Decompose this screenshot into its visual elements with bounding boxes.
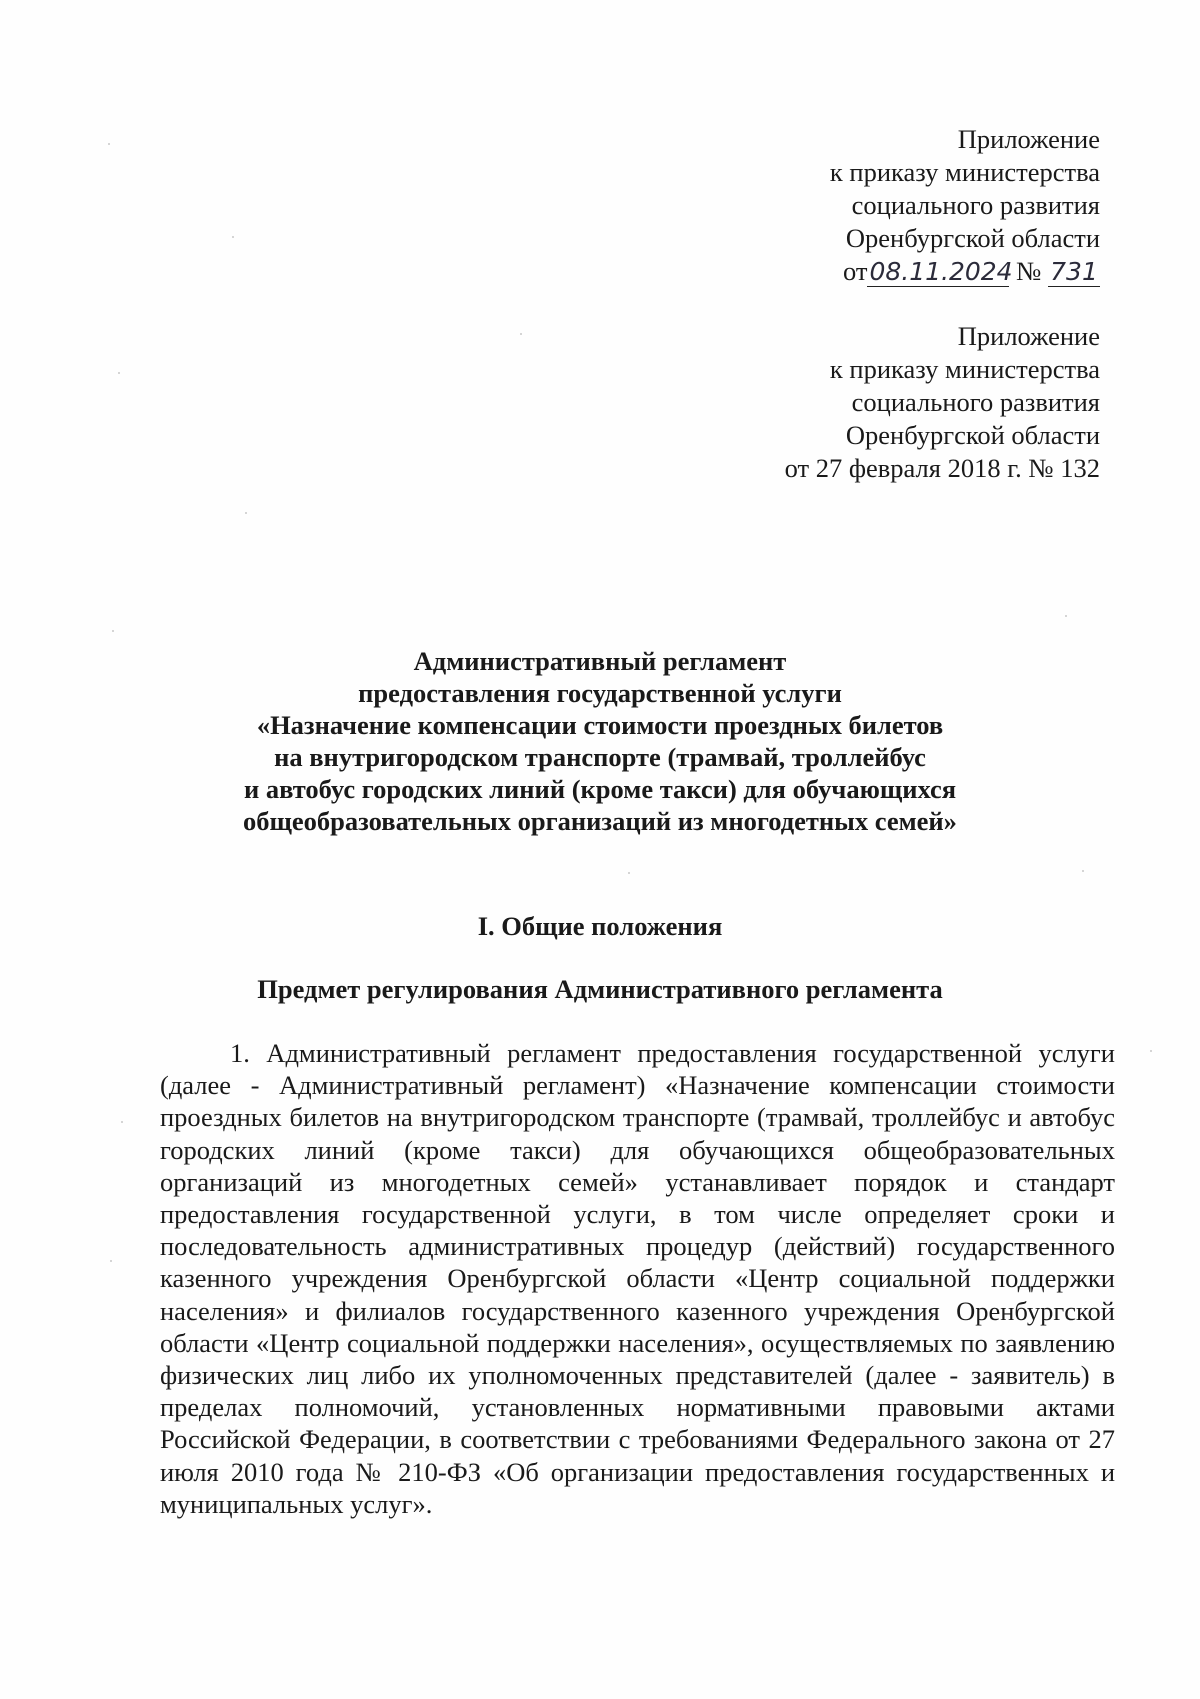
paragraph-1: 1. Административный регламент предоставления государственной услуги (далее - Административный регламент) «Назначение компенсации стоимости проездных билетов на внутригородском транспорте (трамвай, троллейбус и автобус городских линий (кроме такси) для обучающихся общеобразовательных организаций из многодетных семей» устанавливает порядок и стандарт предоставления государственной услуги, в том числе определяет сроки и последовательность административных процедур (действий) государственного казенного учреждения Оренбургской области «Центр социальной поддержки населения» и филиалов государственного казенного учреждения Оренбургской области «Центр социальной поддержки населения», осуществляемых по заявлению физических лиц либо их уполномоченных представителей (далее - заявитель) в пределах полномочий, установленных нормативными правовыми актами Российской Федерации, в соответствии с требованиями Федерального закона от 27 июля 2010 года № 210-ФЗ «Об организации предоставления государственных и муниципальных услуг». (160, 1038, 1115, 1519)
handwritten-number: 731 (1048, 258, 1100, 287)
section-heading: I. Общие положения (477, 911, 723, 941)
title-line: «Назначение компенсации стоимости проездных билетов (256, 710, 944, 740)
title-line: предоставления государственной услуги (358, 678, 842, 708)
appendix-order-line: к приказу министерства (829, 354, 1100, 384)
document-title (160, 645, 1040, 837)
title-line: на внутригородском транспорте (трамвай, троллейбус (274, 742, 926, 772)
appendix-ministry-line: социального развития (851, 387, 1100, 417)
subsection-heading: Предмет регулирования Административного регламента (257, 974, 943, 1004)
appendix-order-line: к приказу министерства (829, 157, 1100, 187)
appendix-original-block (785, 320, 1100, 485)
title-line: и автобус городских линий (кроме такси) для обучающихся (243, 774, 957, 804)
appendix-ministry-line: социального развития (851, 190, 1100, 220)
appendix-label: Приложение (957, 321, 1100, 351)
appendix-date-line: от 27 февраля 2018 г. № 132 (784, 453, 1100, 483)
handwritten-date: 08.11.2024 (869, 257, 1013, 286)
appendix-current-block (830, 123, 1100, 288)
appendix-region-line: Оренбургской области (845, 420, 1100, 450)
title-line: общеобразовательных организаций из многодетных семей» (243, 806, 957, 836)
number-sign: № (1016, 256, 1042, 286)
appendix-date-line (830, 255, 1100, 288)
appendix-region-line: Оренбургской области (845, 223, 1100, 253)
appendix-label: Приложение (957, 124, 1100, 154)
from-prefix: от (842, 256, 868, 286)
title-line: Административный регламент (413, 646, 787, 676)
